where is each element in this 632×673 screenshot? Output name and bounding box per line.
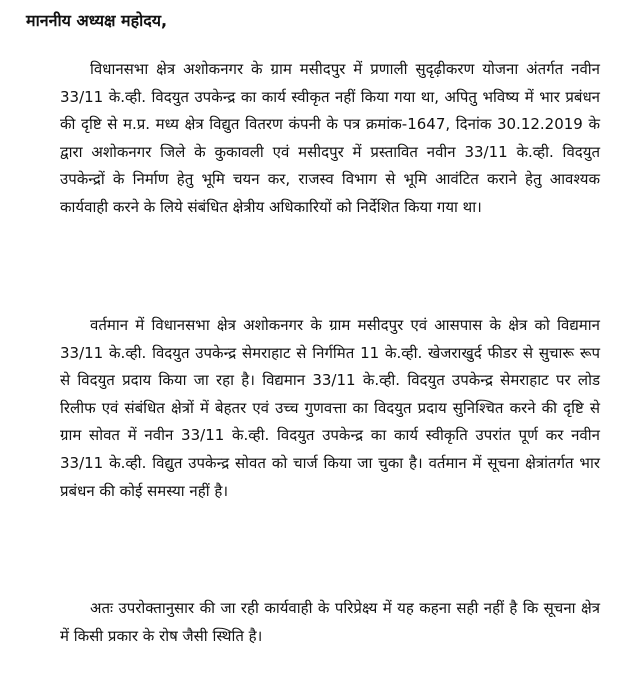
paragraph-1: विधानसभा क्षेत्र अशोकनगर के ग्राम मसीदपुर में प्रणाली सुदृढ़ीकरण योजना अंतर्गत नवीन 33/11 के.व्ही. विदयुत उपकेन्द्र का कार्य स्वीकृत नहीं किया गया था, अपितु भविष्य में भार प्रबंधन की दृष्टि से म.प्र. मध्य क्षेत्र विद्युत वितरण कंपनी के पत्र क्रमांक-1647, दिनांक 30.12.2019 के द्वारा अशोकनगर जिले के कुकावली एवं मसीदपुर में प्रस्तावित नवीन 33/11 के.व्ही. विदयुत उपकेन्द्रों के निर्माण हेतु भूमि चयन कर, राजस्व विभाग से भूमि आवंटित कराने हेतु आवश्यक कार्यवाही करने के लिये संबंधित क्षेत्रीय अधिकारियों को निर्देशित किया गया था।	[60, 60, 600, 216]
paragraph-2: वर्तमान में विधानसभा क्षेत्र अशोकनगर के ग्राम मसीदपुर एवं आसपास के क्षेत्र को विद्यमान 33/11 के.व्ही. विदयुत उपकेन्द्र सेमराहाट से निर्गमित 11 के.व्ही. खेजराखुर्द फीडर से सुचारू रूप से विदयुत प्रदाय किया जा रहा है। विद्यमान 33/11 के.व्ही. विदयुत उपकेन्द्र सेमराहाट पर लोड रिलीफ एवं संबंधित क्षेत्रों में बेहतर एवं उच्च गुणवत्ता का विदयुत प्रदाय सुनिश्चित करने की दृष्टि से ग्राम सोवत में नवीन 33/11 के.व्ही. विदयुत उपकेन्द्र का कार्य स्वीकृति उपरांत पूर्ण कर नवीन 33/11 के.व्ही. विद्युत उपकेन्द्र सोवत को चार्ज किया जा चुका है। वर्तमान में सूचना क्षेत्रांतर्गत भार प्रबंधन की कोई समस्या नहीं है।	[60, 316, 600, 500]
salutation: माननीय अध्यक्ष महोदय,	[26, 11, 168, 30]
paragraph-3: अतः उपरोक्तानुसार की जा रही कार्यवाही के परिप्रेक्ष्य में यह कहना सही नहीं है कि सूचना क्षेत्र में किसी प्रकार के रोष जैसी स्थिति है।	[60, 599, 600, 645]
